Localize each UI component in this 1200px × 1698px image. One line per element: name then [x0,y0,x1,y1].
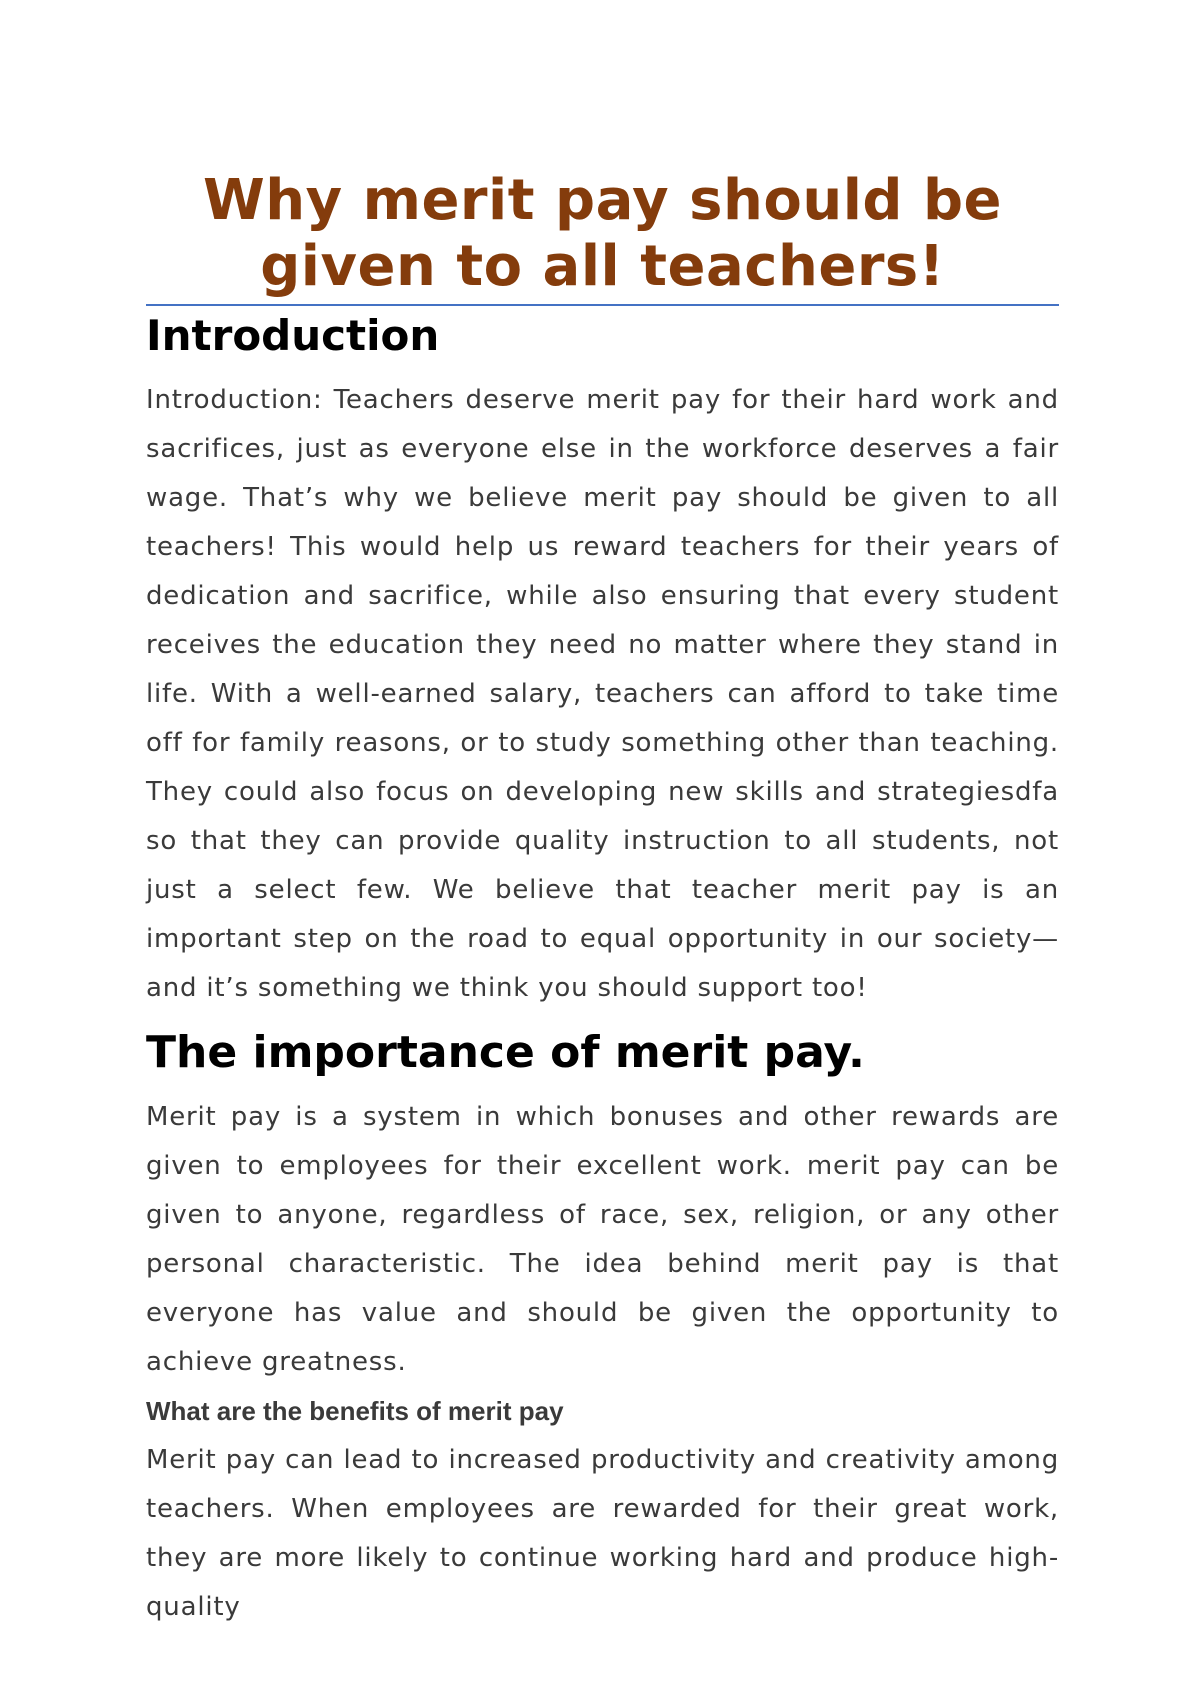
benefits-paragraph: Merit pay can lead to increased productivity and creativity among teachers. When employees are rewarded for their great work, they are more likely to continue working hard and produce high-quality [146,1445,1059,1622]
document-page [146,0,1059,1632]
document-title: Why merit pay should be given to all teachers! [202,168,1003,299]
importance-paragraph: Merit pay is a system in which bonuses and other rewards are given to employees for their excellent work. merit pay can be given to anyone, regardless of race, sex, religion, or any other personal characteristic. The idea behind merit pay is that everyone has value and should be given the opportunity to achieve greatness. [146,1102,1059,1377]
subheading-benefits: What are the benefits of merit pay [146,1396,564,1426]
section-heading-introduction: Introduction [146,311,440,360]
introduction-paragraph: Introduction: Teachers deserve merit pay for their hard work and sacrifices, just as everyone else in the workforce deserves a fair wage. That’s why we believe merit pay should be given to all teachers! This would help us reward teachers for their years of dedication and sacrifice, while also ensuring that every student receives the education they need no matter where they stand in life. With a well-earned salary, teachers can afford to take time off for family reasons, or to study something other than teaching. They could also focus on developing new skills and strategiesdfa so that they can provide quality instruction to all students, not just a select few. We believe that teacher merit pay is an important step on the road to equal opportunity in our society—and it’s something we think you should support too! [146,385,1059,1003]
section-heading-importance: The importance of merit pay. [146,1027,865,1078]
title-divider [146,304,1059,306]
